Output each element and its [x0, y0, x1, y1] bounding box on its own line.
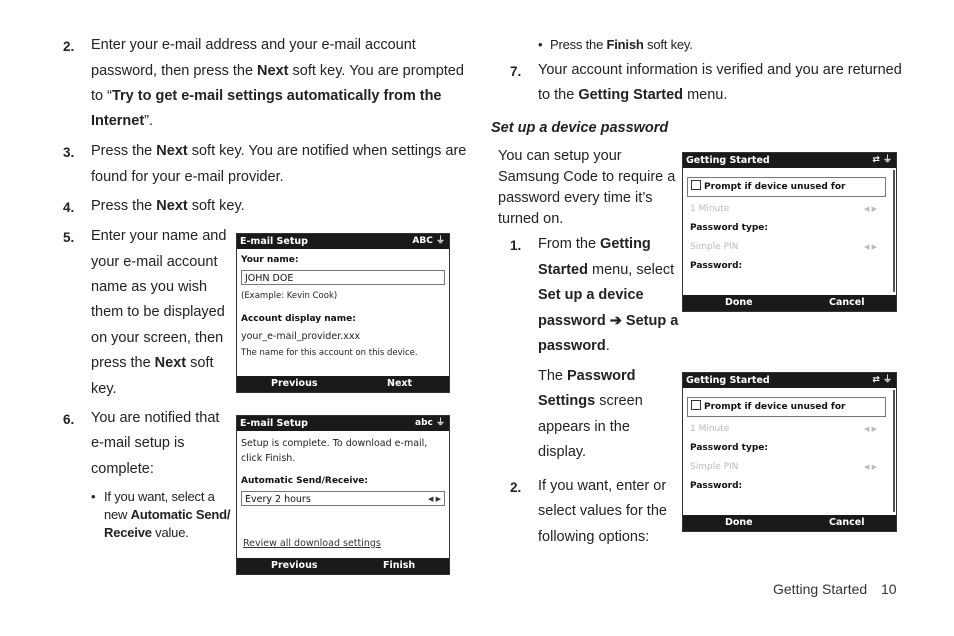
- bullet-text: Receive value.: [104, 525, 189, 540]
- intro-text: password every time it’s: [498, 190, 653, 206]
- step-text: password.: [538, 338, 610, 354]
- screen-title: E-mail Setup: [240, 236, 308, 247]
- step-text: From the Getting: [538, 236, 651, 252]
- example-hint: (Example: Kevin Cook): [241, 291, 338, 301]
- step-number: 7.: [510, 64, 522, 79]
- step-text: to the Getting Started menu.: [538, 87, 728, 103]
- step-text: password ➔ Setup a: [538, 313, 679, 329]
- step-text: found for your e-mail provider.: [91, 169, 284, 185]
- step-text: them to be displayed: [91, 304, 225, 320]
- account-display-input[interactable]: your_e-mail_provider.xxx: [241, 331, 361, 342]
- section-heading: Set up a device password: [491, 120, 669, 136]
- step-text: Settings screen: [538, 393, 643, 409]
- password-label: Password:: [690, 261, 743, 271]
- left-right-arrows-icon: ◀ ▶: [864, 205, 877, 213]
- auto-send-receive-label: Automatic Send/Receive:: [241, 476, 369, 486]
- step-text: Your account information is verified and you are returned: [538, 62, 902, 78]
- prompt-if-unused-checkbox[interactable]: Prompt if device unused for: [687, 397, 886, 417]
- step-text: name as you wish: [91, 279, 208, 295]
- bullet-dot: •: [538, 37, 543, 52]
- scrollbar[interactable]: [893, 390, 895, 512]
- step-text: Press the Next soft key. You are notified when settings are: [91, 143, 467, 159]
- soft-key-bar: [237, 376, 449, 392]
- page-number: 10: [881, 581, 897, 597]
- step-text: Set up a device: [538, 287, 644, 303]
- done-soft-key[interactable]: Done: [725, 297, 753, 308]
- step-text: Enter your name and: [91, 228, 227, 244]
- footer-section-name: Getting Started: [773, 581, 868, 597]
- scrollbar[interactable]: [893, 170, 895, 292]
- step-text: to “Try to get e-mail settings automatically from the: [91, 88, 442, 104]
- password-label: Password:: [690, 481, 743, 491]
- finish-soft-key[interactable]: Finish: [383, 560, 416, 571]
- step-number: 1.: [510, 238, 522, 253]
- cancel-soft-key[interactable]: Cancel: [829, 517, 865, 528]
- step-number: 2.: [63, 39, 75, 54]
- bullet-text: new Automatic Send/: [104, 507, 231, 522]
- step-text: e-mail setup is: [91, 435, 185, 451]
- password-type-select[interactable]: Simple PIN: [690, 462, 739, 472]
- screen-titlebar: [683, 153, 896, 168]
- auto-send-receive-select[interactable]: Every 2 hours ◀ ▶: [241, 491, 445, 506]
- screen-titlebar: [237, 234, 449, 249]
- sync-and-signal-icon: ⇄ ⏚: [872, 375, 892, 385]
- step-text: Started menu, select: [538, 262, 675, 278]
- your-name-input[interactable]: JOHN DOE: [241, 270, 445, 285]
- step-text: display.: [538, 444, 587, 460]
- password-type-label: Password type:: [690, 223, 768, 233]
- setup-complete-message: Setup is complete. To download e-mail,: [241, 438, 428, 449]
- review-download-settings-link[interactable]: Review all download settings: [243, 538, 381, 549]
- step-text: appears in the: [538, 419, 630, 435]
- step-text: password, then press the Next soft key. You are prompted: [91, 63, 464, 79]
- checkbox-icon: [691, 400, 701, 410]
- input-mode-and-signal-icon: abc ⏚: [415, 418, 445, 428]
- intro-text: You can setup your: [498, 148, 622, 164]
- step-text: Press the Next soft key.: [91, 198, 245, 214]
- step-text: press the Next soft: [91, 355, 214, 371]
- step-text: If you want, enter or: [538, 478, 667, 494]
- intro-text: Samsung Code to require a: [498, 169, 676, 185]
- email-setup-screen-complete: [236, 415, 450, 575]
- password-settings-screen: [682, 152, 897, 312]
- password-settings-screen: [682, 372, 897, 532]
- step-text: Internet”.: [91, 113, 154, 129]
- step-text: your e-mail account: [91, 254, 218, 270]
- step-number: 5.: [63, 230, 75, 245]
- left-right-arrows-icon: ◀ ▶: [864, 463, 877, 471]
- step-number: 2.: [510, 480, 522, 495]
- screen-title: E-mail Setup: [240, 418, 308, 429]
- left-right-arrows-icon: ◀ ▶: [428, 495, 441, 503]
- left-right-arrows-icon: ◀ ▶: [864, 243, 877, 251]
- step-text: on your screen, then: [91, 330, 224, 346]
- sync-and-signal-icon: ⇄ ⏚: [872, 155, 892, 165]
- password-type-select[interactable]: Simple PIN: [690, 242, 739, 252]
- password-type-label: Password type:: [690, 443, 768, 453]
- account-display-note: The name for this account on this device.: [241, 348, 418, 358]
- step-text: You are notified that: [91, 410, 220, 426]
- soft-key-bar: [683, 295, 896, 311]
- previous-soft-key[interactable]: Previous: [271, 378, 318, 389]
- prompt-if-unused-checkbox[interactable]: Prompt if device unused for: [687, 177, 886, 197]
- screen-titlebar: [683, 373, 896, 388]
- intro-text: turned on.: [498, 211, 564, 227]
- step-text: following options:: [538, 529, 650, 545]
- bullet-text: If you want, select a: [104, 489, 215, 504]
- screen-title: Getting Started: [686, 155, 770, 166]
- step-text: key.: [91, 381, 117, 397]
- next-soft-key[interactable]: Next: [387, 378, 413, 389]
- step-text: Enter your e-mail address and your e-mail account: [91, 37, 416, 53]
- step-text: complete:: [91, 461, 154, 477]
- cancel-soft-key[interactable]: Cancel: [829, 297, 865, 308]
- step-text: select values for the: [538, 503, 667, 519]
- screen-title: Getting Started: [686, 375, 770, 386]
- account-display-label: Account display name:: [241, 314, 356, 324]
- soft-key-bar: [237, 558, 449, 574]
- checkbox-icon: [691, 180, 701, 190]
- setup-complete-message: click Finish.: [241, 453, 296, 464]
- timeout-select[interactable]: 1 Minute: [690, 424, 730, 434]
- left-right-arrows-icon: ◀ ▶: [864, 425, 877, 433]
- timeout-select[interactable]: 1 Minute: [690, 204, 730, 214]
- soft-key-bar: [683, 515, 896, 531]
- step-text: The Password: [538, 368, 636, 384]
- bullet-text: Press the Finish soft key.: [550, 37, 693, 52]
- input-mode-and-signal-icon: ABC ⏚: [412, 236, 445, 246]
- step-number: 6.: [63, 412, 75, 427]
- bullet-dot: •: [91, 489, 96, 504]
- done-soft-key[interactable]: Done: [725, 517, 753, 528]
- step-number: 3.: [63, 145, 75, 160]
- screen-titlebar: [237, 416, 449, 431]
- step-number: 4.: [63, 200, 75, 215]
- previous-soft-key[interactable]: Previous: [271, 560, 318, 571]
- your-name-label: Your name:: [241, 255, 299, 265]
- email-setup-screen-name: [236, 233, 450, 393]
